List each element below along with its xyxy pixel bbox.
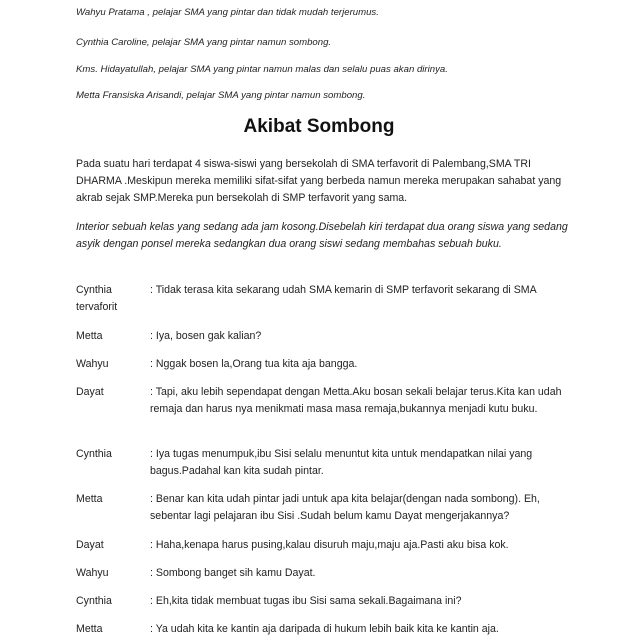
- dialogue-text: : Nggak bosen la,Orang tua kita aja bangga.: [150, 358, 358, 370]
- dialogue-line: [76, 537, 576, 554]
- document-title: Akibat Sombong: [243, 116, 395, 137]
- dialogue-line: [76, 356, 576, 373]
- dialogue-text: : Eh,kita tidak membuat tugas ibu Sisi sama sekali.Bagaimana ini?: [150, 595, 462, 607]
- speaker-name: Metta: [76, 623, 103, 635]
- speaker-name: Dayat: [76, 386, 104, 398]
- dialogue-text: : Tapi, aku lebih sependapat dengan Metta.Aku bosan sekali belajar terus.Kita kan udah remaja dan harus nya menikmati masa masa remaja,bukannya menjadi kutu buku.: [150, 386, 562, 415]
- dialogue-text: : Tidak terasa kita sekarang udah SMA kemarin di SMP terfavorit sekarang di SMA tervaforit: [76, 284, 537, 313]
- dialogue-text: : Iya tugas menumpuk,ibu Sisi selalu menuntut kita untuk mendapatkan nilai yang bagus.Padahal kan kita sudah pintar.: [150, 448, 533, 477]
- cast-line-hidayatullah: Kms. Hidayatullah, pelajar SMA yang pintar namun malas dan selalu puas akan dirinya.: [76, 64, 448, 75]
- dialogue-text: : Benar kan kita udah pintar jadi untuk apa kita belajar(dengan nada sombong). Eh, sebentar lagi pelajaran ibu Sisi .Sudah belum kamu Dayat mengerjakannya?: [150, 493, 540, 522]
- speaker-name: Cynthia: [76, 448, 112, 460]
- speaker-name: Dayat: [76, 539, 104, 551]
- cast-line-wahyu: Wahyu Pratama , pelajar SMA yang pintar dan tidak mudah terjerumus.: [76, 7, 379, 18]
- dialogue-line: [76, 593, 576, 610]
- speaker-name: Wahyu: [76, 567, 109, 579]
- cast-line-metta: Metta Fransiska Arisandi, pelajar SMA yang pintar namun sombong.: [76, 90, 366, 101]
- speaker-name: Cynthia: [76, 595, 112, 607]
- dialogue-text: : Haha,kenapa harus pusing,kalau disuruh maju,maju aja.Pasti aku bisa kok.: [150, 539, 509, 551]
- speaker-name: Metta: [76, 493, 103, 505]
- dialogue-text: : Ya udah kita ke kantin aja daripada di hukum lebih baik kita ke kantin aja.: [150, 623, 499, 635]
- dialogue-line: [76, 446, 576, 480]
- dialogue-text: : Iya, bosen gak kalian?: [150, 330, 262, 342]
- dialogue-line: [76, 328, 576, 345]
- speaker-name: Cynthia: [76, 284, 112, 296]
- speaker-name: Metta: [76, 330, 103, 342]
- cast-line-cynthia: Cynthia Caroline, pelajar SMA yang pintar namun sombong.: [76, 37, 332, 48]
- dialogue-text: : Sombong banget sih kamu Dayat.: [150, 567, 316, 579]
- dialogue-line: [76, 491, 576, 525]
- speaker-name: Wahyu: [76, 358, 109, 370]
- dialogue-line: [76, 565, 576, 582]
- setting-paragraph: Interior sebuah kelas yang sedang ada jam kosong.Disebelah kiri terdapat dua orang siswa yang sedang asyik dengan ponsel mereka sedangkan dua orang siswi sedang membahas sebuah buku.: [76, 221, 568, 250]
- dialogue-line: [76, 282, 576, 316]
- dialogue-line: [76, 384, 576, 418]
- intro-paragraph: Pada suatu hari terdapat 4 siswa-siswi yang bersekolah di SMA terfavorit di Palembang,SMA TRI DHARMA .Meskipun mereka memiliki sifat-sifat yang berbeda namun mereka merupakan sahabat yang akrab sejak SMP.Mereka pun bersekolah di SMP terfavorit yang sama.: [76, 158, 562, 204]
